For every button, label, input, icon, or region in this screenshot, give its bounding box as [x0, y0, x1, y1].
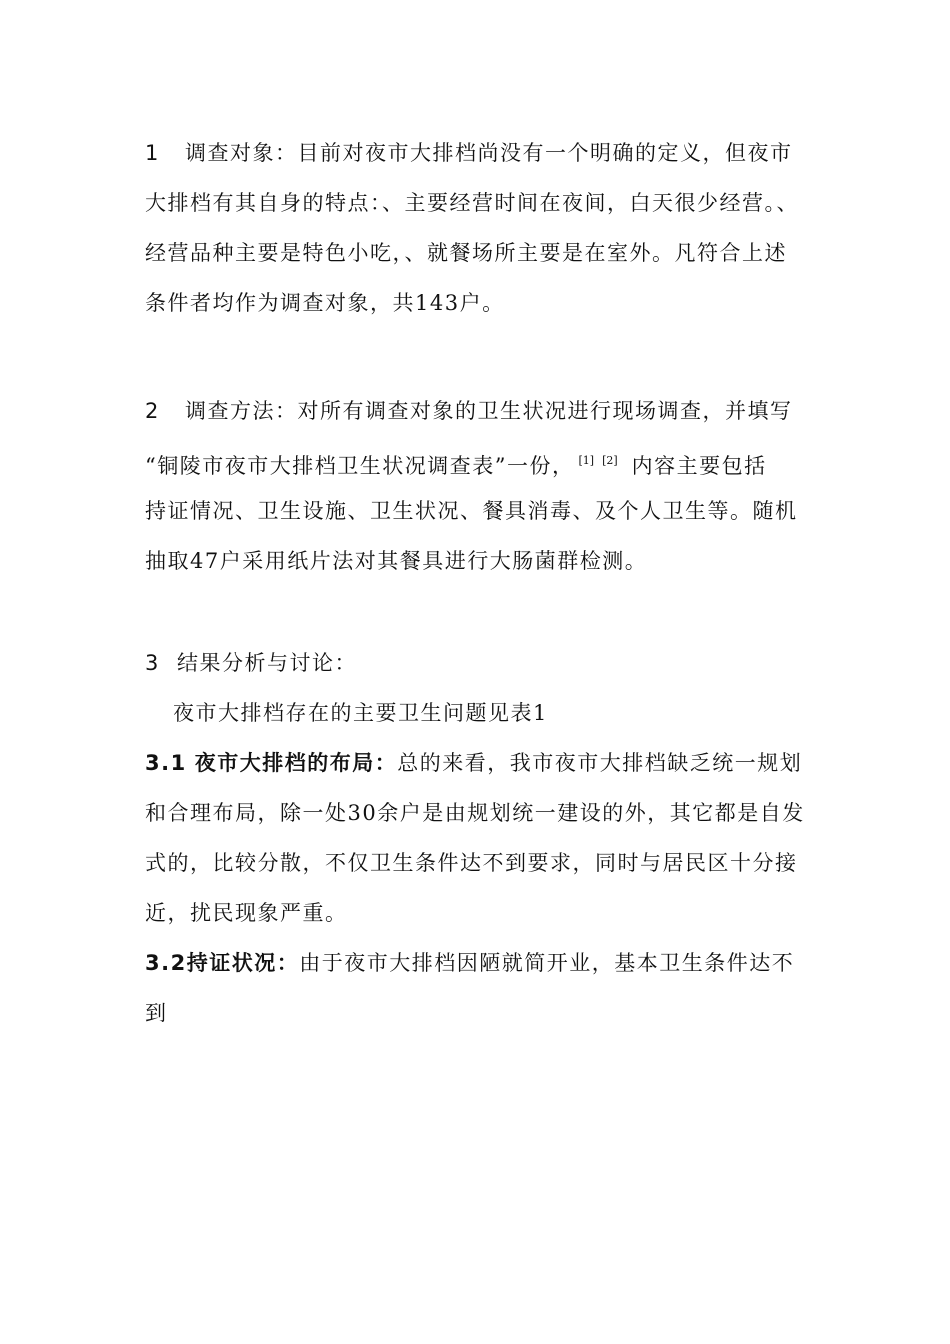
section-2-number: 2	[145, 399, 160, 423]
section-2-line-3: 持证情况、卫生设施、卫生状况、餐具消毒、及个人卫生等。随机	[145, 499, 798, 523]
section-1-paragraph	[145, 128, 815, 328]
section-3-paragraph	[145, 638, 815, 738]
section-3-heading-line	[145, 638, 815, 688]
spacer	[145, 328, 815, 386]
section-3-number: 3	[145, 651, 160, 675]
section-3-heading: 结果分析与讨论：	[177, 651, 357, 675]
section-3-intro: 夜市大排档存在的主要卫生问题见表1	[173, 701, 548, 725]
section-3-2-paragraph	[145, 938, 815, 1038]
section-3-1-line-1	[145, 738, 815, 788]
section-1-number: 1	[145, 141, 160, 165]
section-1-line-3: 经营品种主要是特色小吃，、就餐场所主要是在室外。凡符合上述	[145, 241, 787, 265]
section-3-2-text-1: 由于夜市大排档因陋就简开业，基本卫生条件达不	[299, 951, 795, 975]
section-3-1-text-1: 总的来看，我市夜市大排档缺乏统一规划	[397, 751, 803, 775]
section-2-paragraph	[145, 386, 815, 586]
section-3-2-number: 3.2	[145, 951, 187, 975]
section-3-1-line-4: 近，扰民现象严重。	[145, 901, 348, 925]
section-2-line-2	[145, 436, 815, 486]
section-2-line-4: 抽取47户采用纸片法对其餐具进行大肠菌群检测。	[145, 549, 648, 573]
section-2-text-1: 调查方法：对所有调查对象的卫生状况进行现场调查，并填写	[185, 399, 793, 423]
section-1-line-2: 大排档有其自身的特点：、主要经营时间在夜间，白天很少经营。、	[145, 191, 799, 215]
section-3-1-title: 夜市大排档的布局：	[194, 751, 398, 775]
section-1-line-4: 条件者均作为调查对象，共143户。	[145, 291, 505, 315]
section-3-2-line-2: 到	[145, 1001, 168, 1025]
section-1-line-1	[145, 128, 815, 178]
section-3-1-number: 3.1	[145, 751, 187, 775]
spacer	[145, 586, 815, 638]
section-2-text-2b: 内容主要包括	[631, 454, 767, 478]
citation-ref-1: [1]	[578, 454, 595, 467]
section-1-text-1: 调查对象：目前对夜市大排档尚没有一个明确的定义，但夜市	[185, 141, 793, 165]
section-3-1-line-2: 和合理布局，除一处30余户是由规划统一建设的外，其它都是自发	[145, 801, 805, 825]
document-body	[145, 128, 815, 1038]
section-2-line-1	[145, 386, 815, 436]
section-3-1-line-3: 式的，比较分散，不仅卫生条件达不到要求，同时与居民区十分接	[145, 851, 798, 875]
citation-ref-2: [2]	[602, 454, 618, 467]
section-3-1-paragraph	[145, 738, 815, 938]
section-2-text-2a: “铜陵市夜市大排档卫生状况调查表”一份，	[145, 454, 575, 478]
section-3-2-line-1	[145, 938, 815, 988]
section-3-2-title: 持证状况：	[186, 951, 300, 975]
